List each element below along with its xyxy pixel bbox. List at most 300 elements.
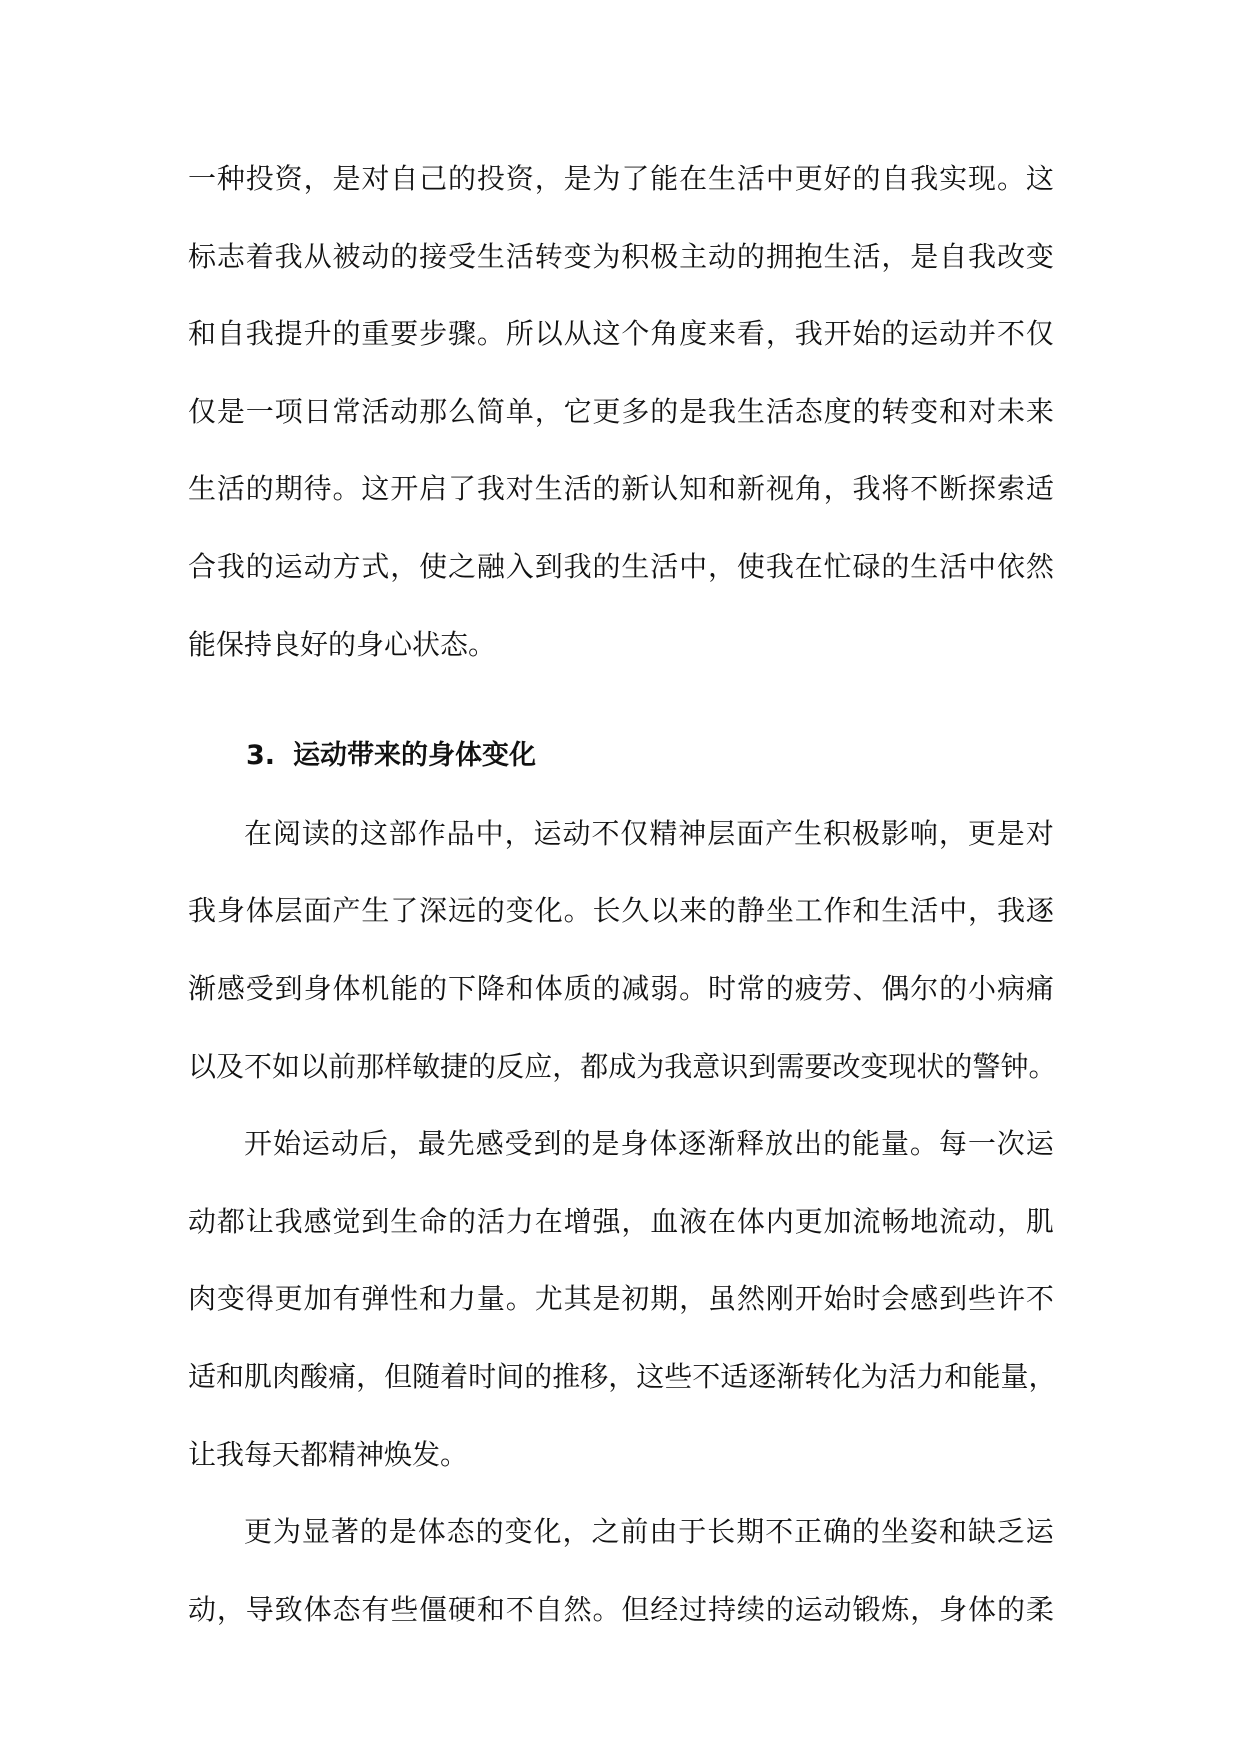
text-char: 中 bbox=[679, 549, 708, 583]
text-char: 的 bbox=[332, 317, 361, 351]
text-char: 如 bbox=[272, 1049, 301, 1083]
text-line bbox=[188, 795, 1054, 873]
text-char: 之 bbox=[591, 1515, 620, 1549]
text-char: 由 bbox=[649, 1515, 678, 1549]
text-char: 的 bbox=[650, 394, 679, 428]
text-char: 的 bbox=[592, 549, 621, 583]
text-char: 我 bbox=[765, 549, 794, 583]
text-char: 流 bbox=[852, 1204, 881, 1238]
text-char: 深 bbox=[419, 894, 448, 928]
text-char: 。 bbox=[996, 162, 1025, 195]
text-line bbox=[188, 1493, 1054, 1571]
text-char: 和 bbox=[188, 317, 217, 351]
text-char: 出 bbox=[794, 1127, 823, 1161]
text-char: 力 bbox=[505, 1204, 534, 1238]
text-char: 确 bbox=[823, 1515, 852, 1549]
text-char: 能 bbox=[972, 1359, 1001, 1393]
text-line: 能保持良好的身心状态。 bbox=[188, 627, 497, 661]
text-char: 。 bbox=[1028, 1049, 1057, 1083]
text-line bbox=[188, 140, 1054, 218]
text-char: 前 bbox=[328, 1049, 357, 1083]
text-char: ， bbox=[608, 1359, 637, 1393]
text-char: 久 bbox=[621, 894, 650, 928]
text-char: 来 bbox=[679, 894, 708, 928]
text-char: 体 bbox=[245, 894, 274, 928]
text-char: 运 bbox=[274, 549, 303, 583]
text-char: ， bbox=[765, 317, 794, 351]
text-char: 为 bbox=[860, 1359, 889, 1393]
text-line bbox=[188, 1338, 1057, 1416]
text-char: 逐 bbox=[1025, 894, 1054, 928]
text-char: 及 bbox=[216, 1049, 245, 1083]
text-char: 硬 bbox=[448, 1592, 477, 1626]
text-char: 我 bbox=[910, 162, 939, 195]
text-char: 志 bbox=[216, 239, 245, 273]
text-char: 在 bbox=[679, 162, 708, 195]
text-char: 期 bbox=[736, 1515, 765, 1549]
text-char: 然 bbox=[563, 1592, 592, 1626]
text-char: 间 bbox=[496, 1359, 525, 1393]
text-char: 显 bbox=[301, 1515, 330, 1549]
text-char: 到 bbox=[748, 1049, 777, 1083]
text-char: 层 bbox=[274, 894, 303, 928]
text-char: 认 bbox=[650, 472, 679, 506]
text-char: 应 bbox=[524, 1049, 553, 1083]
text-char: 著 bbox=[330, 1515, 359, 1549]
text-char: ， bbox=[823, 472, 852, 506]
text-char: 索 bbox=[996, 472, 1025, 506]
text-char: 感 bbox=[910, 1282, 939, 1316]
text-char: 最 bbox=[417, 1127, 446, 1161]
text-char: 神 bbox=[678, 816, 707, 850]
text-char: 。 bbox=[332, 472, 361, 506]
text-char: 融 bbox=[476, 549, 505, 583]
text-char: 痛 bbox=[328, 1359, 357, 1393]
text-char: 常 bbox=[736, 971, 765, 1005]
text-char: 和 bbox=[944, 1359, 973, 1393]
text-char: 到 bbox=[939, 1282, 968, 1316]
text-char: 小 bbox=[968, 971, 997, 1005]
text-char: 那 bbox=[356, 1049, 385, 1083]
text-char: 的 bbox=[476, 894, 505, 928]
text-char: 日 bbox=[303, 394, 332, 428]
text-line bbox=[188, 950, 1054, 1028]
text-char: 了 bbox=[621, 162, 650, 195]
text-char: 远 bbox=[448, 894, 477, 928]
text-char: 和 bbox=[852, 894, 881, 928]
text-char: 减 bbox=[621, 971, 650, 1005]
text-char: 的 bbox=[524, 1359, 553, 1393]
text-char: 层 bbox=[707, 816, 736, 850]
text-char: 续 bbox=[736, 1592, 765, 1626]
text-char: 肌 bbox=[1025, 1204, 1054, 1238]
text-char: 将 bbox=[881, 472, 910, 506]
text-char: ， bbox=[562, 1515, 591, 1549]
text-char: 和 bbox=[419, 1282, 448, 1316]
text-char: 地 bbox=[910, 1204, 939, 1238]
text-char: 个 bbox=[621, 317, 650, 351]
text-char: 更 bbox=[592, 394, 621, 428]
document-body bbox=[188, 140, 1057, 1648]
text-char: 生 bbox=[621, 549, 650, 583]
text-char: 变 bbox=[860, 1049, 889, 1083]
text-char: 肌 bbox=[244, 1359, 273, 1393]
text-line bbox=[188, 1183, 1054, 1261]
text-char: 自 bbox=[216, 317, 245, 351]
text-char: 碌 bbox=[852, 549, 881, 583]
text-char: 生 bbox=[534, 472, 563, 506]
text-char: 持 bbox=[708, 1592, 737, 1626]
text-char: 更 bbox=[967, 816, 996, 850]
text-char: 缺 bbox=[967, 1515, 996, 1549]
text-char: 我 bbox=[968, 239, 997, 273]
text-char: ， bbox=[938, 816, 967, 850]
text-char: ， bbox=[390, 549, 419, 583]
text-char: 动 bbox=[968, 1204, 997, 1238]
text-char: 生 bbox=[708, 162, 737, 195]
text-char: 一 bbox=[967, 1127, 996, 1161]
text-char: 开 bbox=[390, 472, 419, 506]
text-char: 度 bbox=[679, 317, 708, 351]
text-char: 量 bbox=[476, 1282, 505, 1316]
paragraph bbox=[188, 1105, 1057, 1493]
text-char: ， bbox=[356, 1359, 385, 1393]
text-char: 动 bbox=[939, 317, 968, 351]
text-char: 内 bbox=[765, 1204, 794, 1238]
text-char: 接 bbox=[419, 239, 448, 273]
text-char: 能 bbox=[650, 162, 679, 195]
text-char: 期 bbox=[650, 1282, 679, 1316]
text-char: 为 bbox=[272, 1515, 301, 1549]
text-char: ， bbox=[996, 1204, 1025, 1238]
text-char: 和 bbox=[505, 971, 534, 1005]
text-char: 从 bbox=[563, 317, 592, 351]
text-char: 标 bbox=[188, 239, 217, 273]
text-char: 步 bbox=[419, 317, 448, 351]
text-char: ， bbox=[1028, 1359, 1057, 1393]
text-char: 柔 bbox=[1025, 1592, 1054, 1626]
text-char: 生 bbox=[910, 549, 939, 583]
text-char: 都 bbox=[580, 1049, 609, 1083]
text-char: 渐 bbox=[776, 1359, 805, 1393]
text-char: 常 bbox=[332, 394, 361, 428]
text-char: 是 bbox=[679, 394, 708, 428]
text-char: 那 bbox=[419, 394, 448, 428]
text-char: 警 bbox=[972, 1049, 1001, 1083]
text-char: 动 bbox=[188, 1204, 217, 1238]
text-char: 劳 bbox=[823, 971, 852, 1005]
text-char: 放 bbox=[765, 1127, 794, 1161]
text-char: 中 bbox=[939, 894, 968, 928]
text-line: 让我每天都精神焕发。 bbox=[188, 1437, 469, 1471]
text-char: 来 bbox=[1025, 394, 1054, 428]
text-char: 生 bbox=[188, 472, 217, 506]
text-char: 动 bbox=[708, 239, 737, 273]
text-char: 态 bbox=[446, 1515, 475, 1549]
text-char: 刚 bbox=[765, 1282, 794, 1316]
text-line bbox=[188, 373, 1054, 451]
text-char: 到 bbox=[534, 549, 563, 583]
text-char: ， bbox=[881, 239, 910, 273]
text-char: 的 bbox=[881, 317, 910, 351]
text-char: 和 bbox=[938, 1515, 967, 1549]
text-char: 需 bbox=[776, 1049, 805, 1083]
text-char: 不 bbox=[1025, 1282, 1054, 1316]
text-char: 式 bbox=[361, 549, 390, 583]
text-char: 静 bbox=[736, 894, 765, 928]
text-char: 坐 bbox=[765, 894, 794, 928]
text-char: 体 bbox=[534, 971, 563, 1005]
text-char: 受 bbox=[245, 971, 274, 1005]
text-char: 我 bbox=[794, 317, 823, 351]
text-char: 我 bbox=[664, 1049, 693, 1083]
text-char: 前 bbox=[620, 1515, 649, 1549]
text-char: 的 bbox=[852, 162, 881, 195]
text-char: 感 bbox=[216, 971, 245, 1005]
text-char: 性 bbox=[390, 1282, 419, 1316]
text-char: 忙 bbox=[823, 549, 852, 583]
text-char: 的 bbox=[592, 472, 621, 506]
text-char: 病 bbox=[996, 971, 1025, 1005]
text-char: 活 bbox=[939, 549, 968, 583]
text-char: 但 bbox=[384, 1359, 413, 1393]
text-char: 、 bbox=[852, 971, 881, 1005]
text-char: 加 bbox=[303, 1282, 332, 1316]
text-char: 量 bbox=[880, 1127, 909, 1161]
text-char: 探 bbox=[968, 472, 997, 506]
text-char: 的 bbox=[736, 239, 765, 273]
text-char: 活 bbox=[650, 549, 679, 583]
text-char: 转 bbox=[534, 239, 563, 273]
text-char: 到 bbox=[361, 1204, 390, 1238]
text-char: 我 bbox=[274, 239, 303, 273]
text-char: 化 bbox=[832, 1359, 861, 1393]
text-char: 资 bbox=[274, 162, 303, 195]
section-title: 运动带来的身体变化 bbox=[293, 740, 537, 772]
text-char: 不 bbox=[996, 317, 1025, 351]
text-char: 和 bbox=[476, 1592, 505, 1626]
text-char: 身 bbox=[620, 1127, 649, 1161]
text-char: 逐 bbox=[678, 1127, 707, 1161]
text-char: 影 bbox=[880, 816, 909, 850]
text-char: 依 bbox=[996, 549, 1025, 583]
text-char: 这 bbox=[1025, 162, 1054, 195]
text-char: 简 bbox=[476, 394, 505, 428]
text-char: 新 bbox=[621, 472, 650, 506]
text-char: 的 bbox=[330, 816, 359, 850]
text-char: 许 bbox=[996, 1282, 1025, 1316]
text-char: 感 bbox=[303, 1204, 332, 1238]
text-char: 我 bbox=[216, 549, 245, 583]
text-char: 未 bbox=[996, 394, 1025, 428]
text-char: 运 bbox=[1025, 1127, 1054, 1161]
text-char: 态 bbox=[332, 1592, 361, 1626]
text-char: 乏 bbox=[996, 1515, 1025, 1549]
text-char: 待 bbox=[303, 472, 332, 506]
text-char: 主 bbox=[679, 239, 708, 273]
text-char: 的 bbox=[765, 1592, 794, 1626]
text-char: 对 bbox=[361, 162, 390, 195]
text-char: 力 bbox=[916, 1359, 945, 1393]
text-char: 经 bbox=[650, 1592, 679, 1626]
text-char: 动 bbox=[303, 549, 332, 583]
paragraph bbox=[188, 1493, 1054, 1648]
text-char: 产 bbox=[332, 894, 361, 928]
text-char: 能 bbox=[852, 1127, 881, 1161]
text-char: 致 bbox=[274, 1592, 303, 1626]
text-char: 为 bbox=[592, 239, 621, 273]
text-char: 正 bbox=[794, 1515, 823, 1549]
text-line bbox=[188, 450, 1054, 528]
text-char: 提 bbox=[274, 317, 303, 351]
text-char: 。 bbox=[476, 317, 505, 351]
text-char: 响 bbox=[909, 816, 938, 850]
text-char: 动 bbox=[823, 1592, 852, 1626]
text-char: 己 bbox=[419, 162, 448, 195]
text-char: 这 bbox=[361, 472, 390, 506]
text-char: 度 bbox=[823, 394, 852, 428]
text-char: 从 bbox=[303, 239, 332, 273]
text-char: 我 bbox=[188, 894, 217, 928]
text-char: 开 bbox=[794, 1282, 823, 1316]
text-char: 是 bbox=[216, 394, 245, 428]
text-char: 有 bbox=[361, 1592, 390, 1626]
text-char: 成 bbox=[608, 1049, 637, 1083]
text-char: 些 bbox=[390, 1592, 419, 1626]
text-char: 方 bbox=[332, 549, 361, 583]
text-char: 以 bbox=[300, 1049, 329, 1083]
text-char: 动 bbox=[390, 394, 419, 428]
text-char: 动 bbox=[330, 1127, 359, 1161]
text-char: 不 bbox=[244, 1049, 273, 1083]
text-char: 的 bbox=[468, 1049, 497, 1083]
text-char: 初 bbox=[621, 1282, 650, 1316]
text-char: 自 bbox=[534, 1592, 563, 1626]
text-char: 产 bbox=[765, 816, 794, 850]
text-char: 活 bbox=[852, 239, 881, 273]
text-char: 自 bbox=[390, 162, 419, 195]
text-char: 并 bbox=[968, 317, 997, 351]
text-char: 中 bbox=[475, 816, 504, 850]
text-char: 活 bbox=[765, 394, 794, 428]
text-char: 坐 bbox=[880, 1515, 909, 1549]
text-line bbox=[188, 1260, 1054, 1338]
text-char: 对 bbox=[505, 472, 534, 506]
text-char: 期 bbox=[274, 472, 303, 506]
text-char: 时 bbox=[852, 1282, 881, 1316]
text-char: 积 bbox=[823, 816, 852, 850]
text-char: 拥 bbox=[765, 239, 794, 273]
text-char: 活 bbox=[888, 1359, 917, 1393]
text-char: 活 bbox=[216, 472, 245, 506]
text-char: 状 bbox=[916, 1049, 945, 1083]
text-char: 捷 bbox=[440, 1049, 469, 1083]
text-char: 觉 bbox=[332, 1204, 361, 1238]
text-char: 适 bbox=[188, 1359, 217, 1393]
text-char: 不 bbox=[591, 816, 620, 850]
text-char: 升 bbox=[303, 317, 332, 351]
text-char: 和 bbox=[939, 394, 968, 428]
text-line bbox=[188, 1105, 1054, 1183]
text-char: ， bbox=[552, 1049, 581, 1083]
text-char: 开 bbox=[244, 1127, 273, 1161]
text-char: 的 bbox=[939, 971, 968, 1005]
text-char: 项 bbox=[274, 394, 303, 428]
text-char: 我 bbox=[708, 394, 737, 428]
text-char: 品 bbox=[446, 816, 475, 850]
text-char: 的 bbox=[448, 1204, 477, 1238]
text-char: 更 bbox=[794, 162, 823, 195]
text-char: 质 bbox=[563, 971, 592, 1005]
text-char: 每 bbox=[938, 1127, 967, 1161]
text-char: 痛 bbox=[1025, 971, 1054, 1005]
text-char: 的 bbox=[475, 1515, 504, 1549]
text-char: 不 bbox=[692, 1359, 721, 1393]
text-char: 是 bbox=[332, 162, 361, 195]
text-char: 我 bbox=[996, 894, 1025, 928]
text-line bbox=[188, 218, 1054, 296]
text-char: 随 bbox=[412, 1359, 441, 1393]
text-char: 体 bbox=[303, 1592, 332, 1626]
text-char: 体 bbox=[649, 1127, 678, 1161]
text-char: 之 bbox=[448, 549, 477, 583]
text-char: 然 bbox=[1025, 549, 1054, 583]
text-char: 读 bbox=[301, 816, 330, 850]
text-char: 在 bbox=[244, 816, 273, 850]
text-char: 长 bbox=[707, 1515, 736, 1549]
text-char: 体 bbox=[417, 1515, 446, 1549]
text-char: 是 bbox=[910, 239, 939, 273]
text-char: 动 bbox=[361, 239, 390, 273]
text-char: 我 bbox=[563, 549, 592, 583]
text-char: 的 bbox=[245, 549, 274, 583]
text-char: 以 bbox=[650, 894, 679, 928]
text-char: 要 bbox=[390, 317, 419, 351]
text-char: 些 bbox=[664, 1359, 693, 1393]
text-char: 变 bbox=[910, 394, 939, 428]
paragraph-continued bbox=[188, 140, 1054, 683]
text-line bbox=[188, 1571, 1054, 1649]
text-char: 渐 bbox=[188, 971, 217, 1005]
text-char: 角 bbox=[650, 317, 679, 351]
text-char: 新 bbox=[736, 472, 765, 506]
text-char: ， bbox=[303, 162, 332, 195]
text-char: 一 bbox=[245, 394, 274, 428]
text-char: 使 bbox=[419, 549, 448, 583]
text-char: 一 bbox=[188, 162, 217, 195]
text-char: 渐 bbox=[707, 1127, 736, 1161]
text-line bbox=[188, 528, 1054, 606]
text-char: 会 bbox=[881, 1282, 910, 1316]
text-char: 知 bbox=[679, 472, 708, 506]
text-char: 不 bbox=[910, 472, 939, 506]
text-char: 生 bbox=[736, 394, 765, 428]
text-char: 的 bbox=[852, 394, 881, 428]
text-char: ， bbox=[388, 1127, 417, 1161]
text-char: 视 bbox=[765, 472, 794, 506]
text-char: 和 bbox=[708, 472, 737, 506]
text-char: 我 bbox=[476, 472, 505, 506]
text-char: 种 bbox=[216, 162, 245, 195]
text-char: 现 bbox=[968, 162, 997, 195]
text-char: 尔 bbox=[910, 971, 939, 1005]
text-char: 仅 bbox=[1025, 317, 1054, 351]
text-char: 生 bbox=[390, 1204, 419, 1238]
text-char: 体 bbox=[332, 971, 361, 1005]
text-char: 运 bbox=[301, 1127, 330, 1161]
text-char: 部 bbox=[388, 816, 417, 850]
text-char: ， bbox=[534, 162, 563, 195]
